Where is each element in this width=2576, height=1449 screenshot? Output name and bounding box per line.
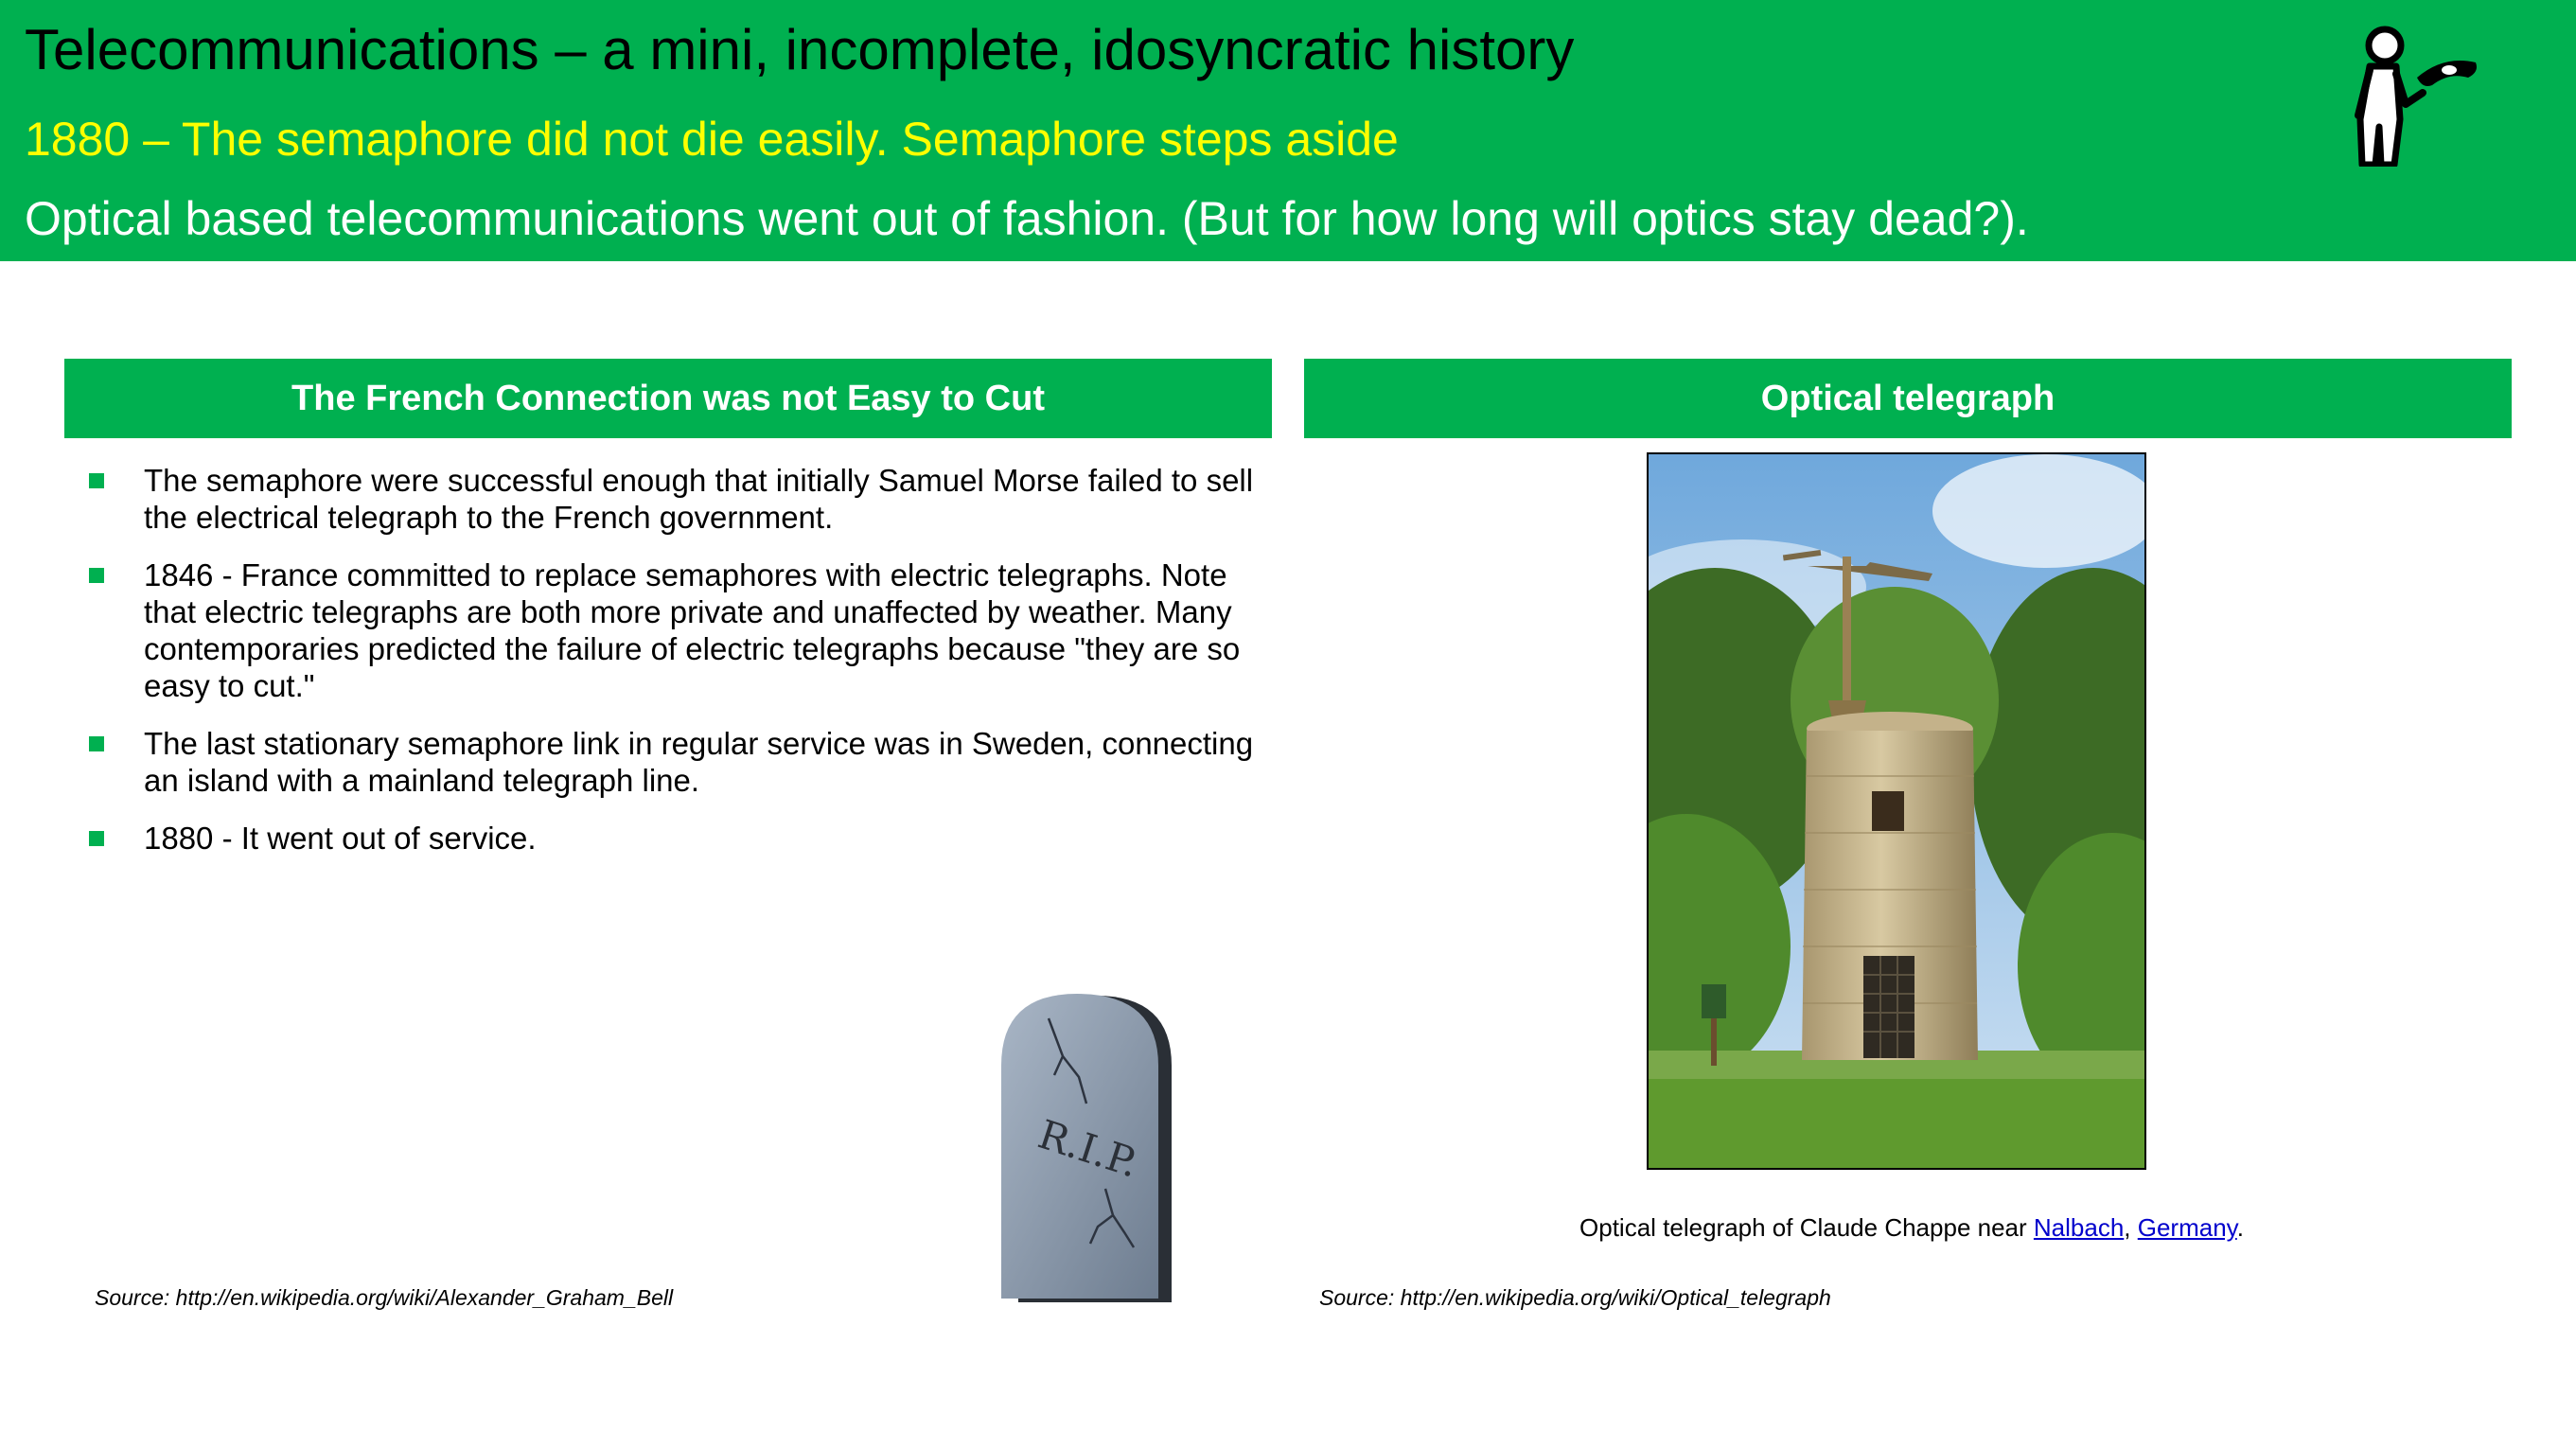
slide-subtitle: 1880 – The semaphore did not die easily. Semaphore steps aside <box>25 113 1399 166</box>
left-column-heading: The French Connection was not Easy to Cut <box>64 359 1272 438</box>
bullet-text: The semaphore were successful enough that initially Samuel Morse failed to sell the electrical telegraph to the French government. <box>144 463 1254 535</box>
list-item <box>87 820 1270 857</box>
list-item <box>87 462 1270 536</box>
list-item <box>87 557 1270 704</box>
square-bullet-icon <box>89 568 104 583</box>
tombstone-icon <box>992 990 1181 1306</box>
square-bullet-icon <box>89 831 104 846</box>
square-bullet-icon <box>89 473 104 488</box>
bullet-text: The last stationary semaphore link in regular service was in Sweden, connecting an island with a mainland telegraph line. <box>144 726 1254 798</box>
slide-title: Telecommunications – a mini, incomplete, idosyncratic history <box>25 18 1575 81</box>
caption-text: Optical telegraph of Claude Chappe near <box>1579 1213 2034 1242</box>
caption-separator: , <box>2124 1213 2138 1242</box>
right-source: Source: http://en.wikipedia.org/wiki/Optical_telegraph <box>1319 1285 1831 1310</box>
nalbach-link[interactable]: Nalbach <box>2033 1213 2125 1242</box>
right-column-heading: Optical telegraph <box>1304 359 2512 438</box>
bullet-text: 1846 - France committed to replace semaphores with electric telegraphs. Note that electric telegraphs are both more private and unaffected by weather. Many contemporaries predicted the failure of electric telegraphs because "they are so easy to cut." <box>144 557 1241 703</box>
slide-tagline: Optical based telecommunications went out of fashion. (But for how long will optics stay dead?). <box>25 192 2029 245</box>
left-source: Source: http://en.wikipedia.org/wiki/Alexander_Graham_Bell <box>95 1285 674 1310</box>
square-bullet-icon <box>89 736 104 751</box>
tombstone-text: R.I.P. <box>1032 1110 1145 1187</box>
photo-caption <box>1268 1213 2555 1243</box>
germany-link[interactable]: Germany <box>2137 1213 2237 1242</box>
header-bar <box>0 0 2576 261</box>
list-item <box>87 725 1270 799</box>
person-on-phone-icon <box>2338 25 2489 167</box>
bullet-list <box>87 462 1270 877</box>
optical-telegraph-photo <box>1647 452 2146 1170</box>
caption-suffix: . <box>2236 1213 2244 1242</box>
bullet-text: 1880 - It went out of service. <box>144 821 537 856</box>
